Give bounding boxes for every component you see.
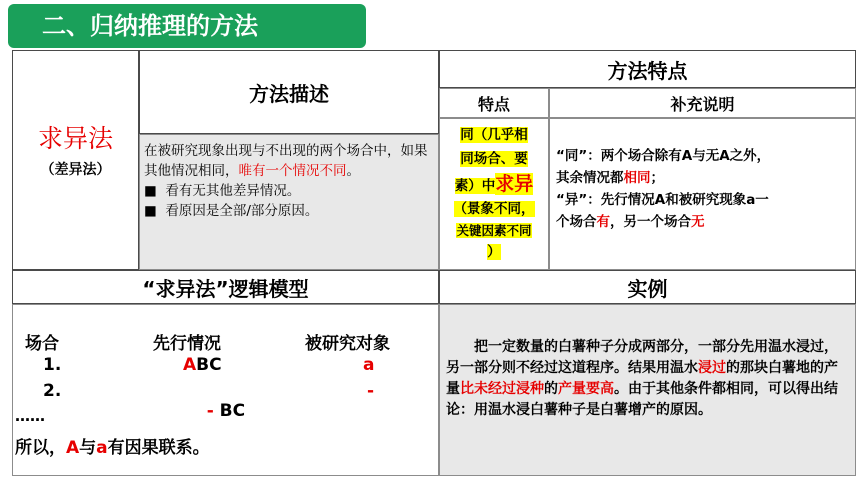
feature-line-2: 同场合、要: [460, 151, 528, 167]
bullet-1-text: 看有无其他差异情况。: [165, 183, 301, 199]
feature-line-4: （景象不同，: [453, 201, 535, 217]
example-soaked: 浸过: [698, 360, 726, 376]
feature-subheader-label: 特点: [477, 94, 510, 114]
feature-line-3: 素）中: [454, 178, 496, 194]
bullet-icon: ■: [144, 183, 157, 199]
conclusion-A: A: [66, 438, 80, 458]
bullet-2-text: 看原因是全部/部分原因。: [165, 203, 319, 219]
model-row-1-occasion: 1.: [43, 355, 62, 375]
model-row-1-prior: [183, 355, 222, 375]
example-higher-yield: 产量要高: [558, 381, 614, 397]
supplement-line-4-a: 个场合: [556, 214, 597, 230]
model-header-label: “求异法”逻辑模型: [142, 276, 309, 301]
example-text-5: 的: [544, 381, 558, 397]
model-conclusion: [15, 433, 210, 458]
description-bullet-2: [144, 201, 432, 221]
conclusion-prefix: 所以，: [15, 438, 66, 458]
example-text-7: 。由于其他条件都相同，可以得出结论：用温水浸白薯种子是白薯增产的原因。: [446, 381, 838, 418]
model-row-2-studied: -: [367, 381, 375, 401]
example-header-label: 实例: [627, 276, 668, 301]
method-name: 求异法: [37, 124, 113, 153]
model-row-2-occasion: 2.: [43, 381, 62, 401]
description-header-label: 方法描述: [249, 81, 329, 106]
example-body: [439, 304, 856, 476]
supplement-none: 无: [691, 214, 705, 230]
description-header: [139, 50, 439, 134]
example-text-1: 把一定数量的白薯种子分成两部分，一部分先用温水浸过，另一部分则不经过这道程序。结果用温水: [446, 339, 838, 376]
bullet-icon: ■: [144, 203, 157, 219]
features-header-label: 方法特点: [607, 58, 688, 83]
model-ellipsis: ……: [15, 407, 45, 425]
model-col-studied: 被研究对象: [305, 334, 390, 354]
supplement-line-1: “同”：两个场合除有A与无A之外，: [556, 148, 771, 164]
model-body: [12, 304, 439, 476]
supplement-subheader: [549, 88, 856, 118]
description-bullet-1: [144, 181, 432, 201]
example-header: [439, 270, 856, 304]
supplement-line-2: [556, 167, 851, 189]
model-row-1-prior-rest: BC: [196, 355, 222, 375]
model-row-1-prior-mark: A: [183, 355, 197, 375]
supplement-line-2-a: 其余情况都: [556, 170, 624, 186]
model-header: [12, 270, 439, 304]
conclusion-suffix: 有因果联系。: [107, 438, 210, 458]
supplement-line-4-c: ，另一个场合: [610, 214, 691, 230]
supplement-line-3: “异”：先行情况A和被研究现象a一: [556, 192, 769, 208]
conclusion-a: a: [96, 438, 108, 458]
features-header: [439, 50, 856, 88]
feature-line-5: 关键因素不同: [456, 223, 532, 238]
description-text-c: 。: [346, 163, 360, 179]
model-col-prior: 先行情况: [153, 334, 221, 354]
feature-subheader: [439, 88, 549, 118]
model-row-1-studied: a: [363, 355, 375, 375]
feature-body: [439, 118, 549, 270]
model-row-2-prior: [183, 381, 245, 441]
description-text-a: 在被研究现象出现与不出现的两个场合中，如果其他情况相同，: [144, 143, 428, 179]
method-alias: （差异法）: [40, 162, 111, 178]
example-text-3: 的那块白薯地的产量: [446, 360, 838, 397]
supplement-has: 有: [596, 214, 610, 230]
supplement-subheader-label: 补充说明: [670, 94, 735, 114]
feature-line-6: ）: [487, 244, 501, 260]
description-emphasis: 唯有一个情况不同: [238, 163, 347, 179]
model-row-2-prior-mark: -: [206, 401, 214, 421]
description-text: [144, 141, 432, 181]
supplement-line-4: [556, 211, 851, 233]
feature-keyword: 求异: [495, 173, 534, 195]
model-col-occasion: 场合: [25, 334, 59, 354]
feature-line-1: 同（几乎相: [460, 127, 528, 143]
description-body: [139, 134, 439, 270]
section-title: 二、归纳推理的方法: [8, 4, 366, 48]
supplement-body: [549, 118, 856, 270]
conclusion-and: 与: [79, 438, 97, 458]
example-compare: 比未经过浸种: [460, 381, 544, 397]
supplement-same: 相同: [623, 170, 651, 186]
supplement-line-2-c: ；: [650, 170, 664, 186]
method-name-cell: [12, 50, 139, 270]
model-row-2-prior-rest: BC: [213, 401, 246, 421]
